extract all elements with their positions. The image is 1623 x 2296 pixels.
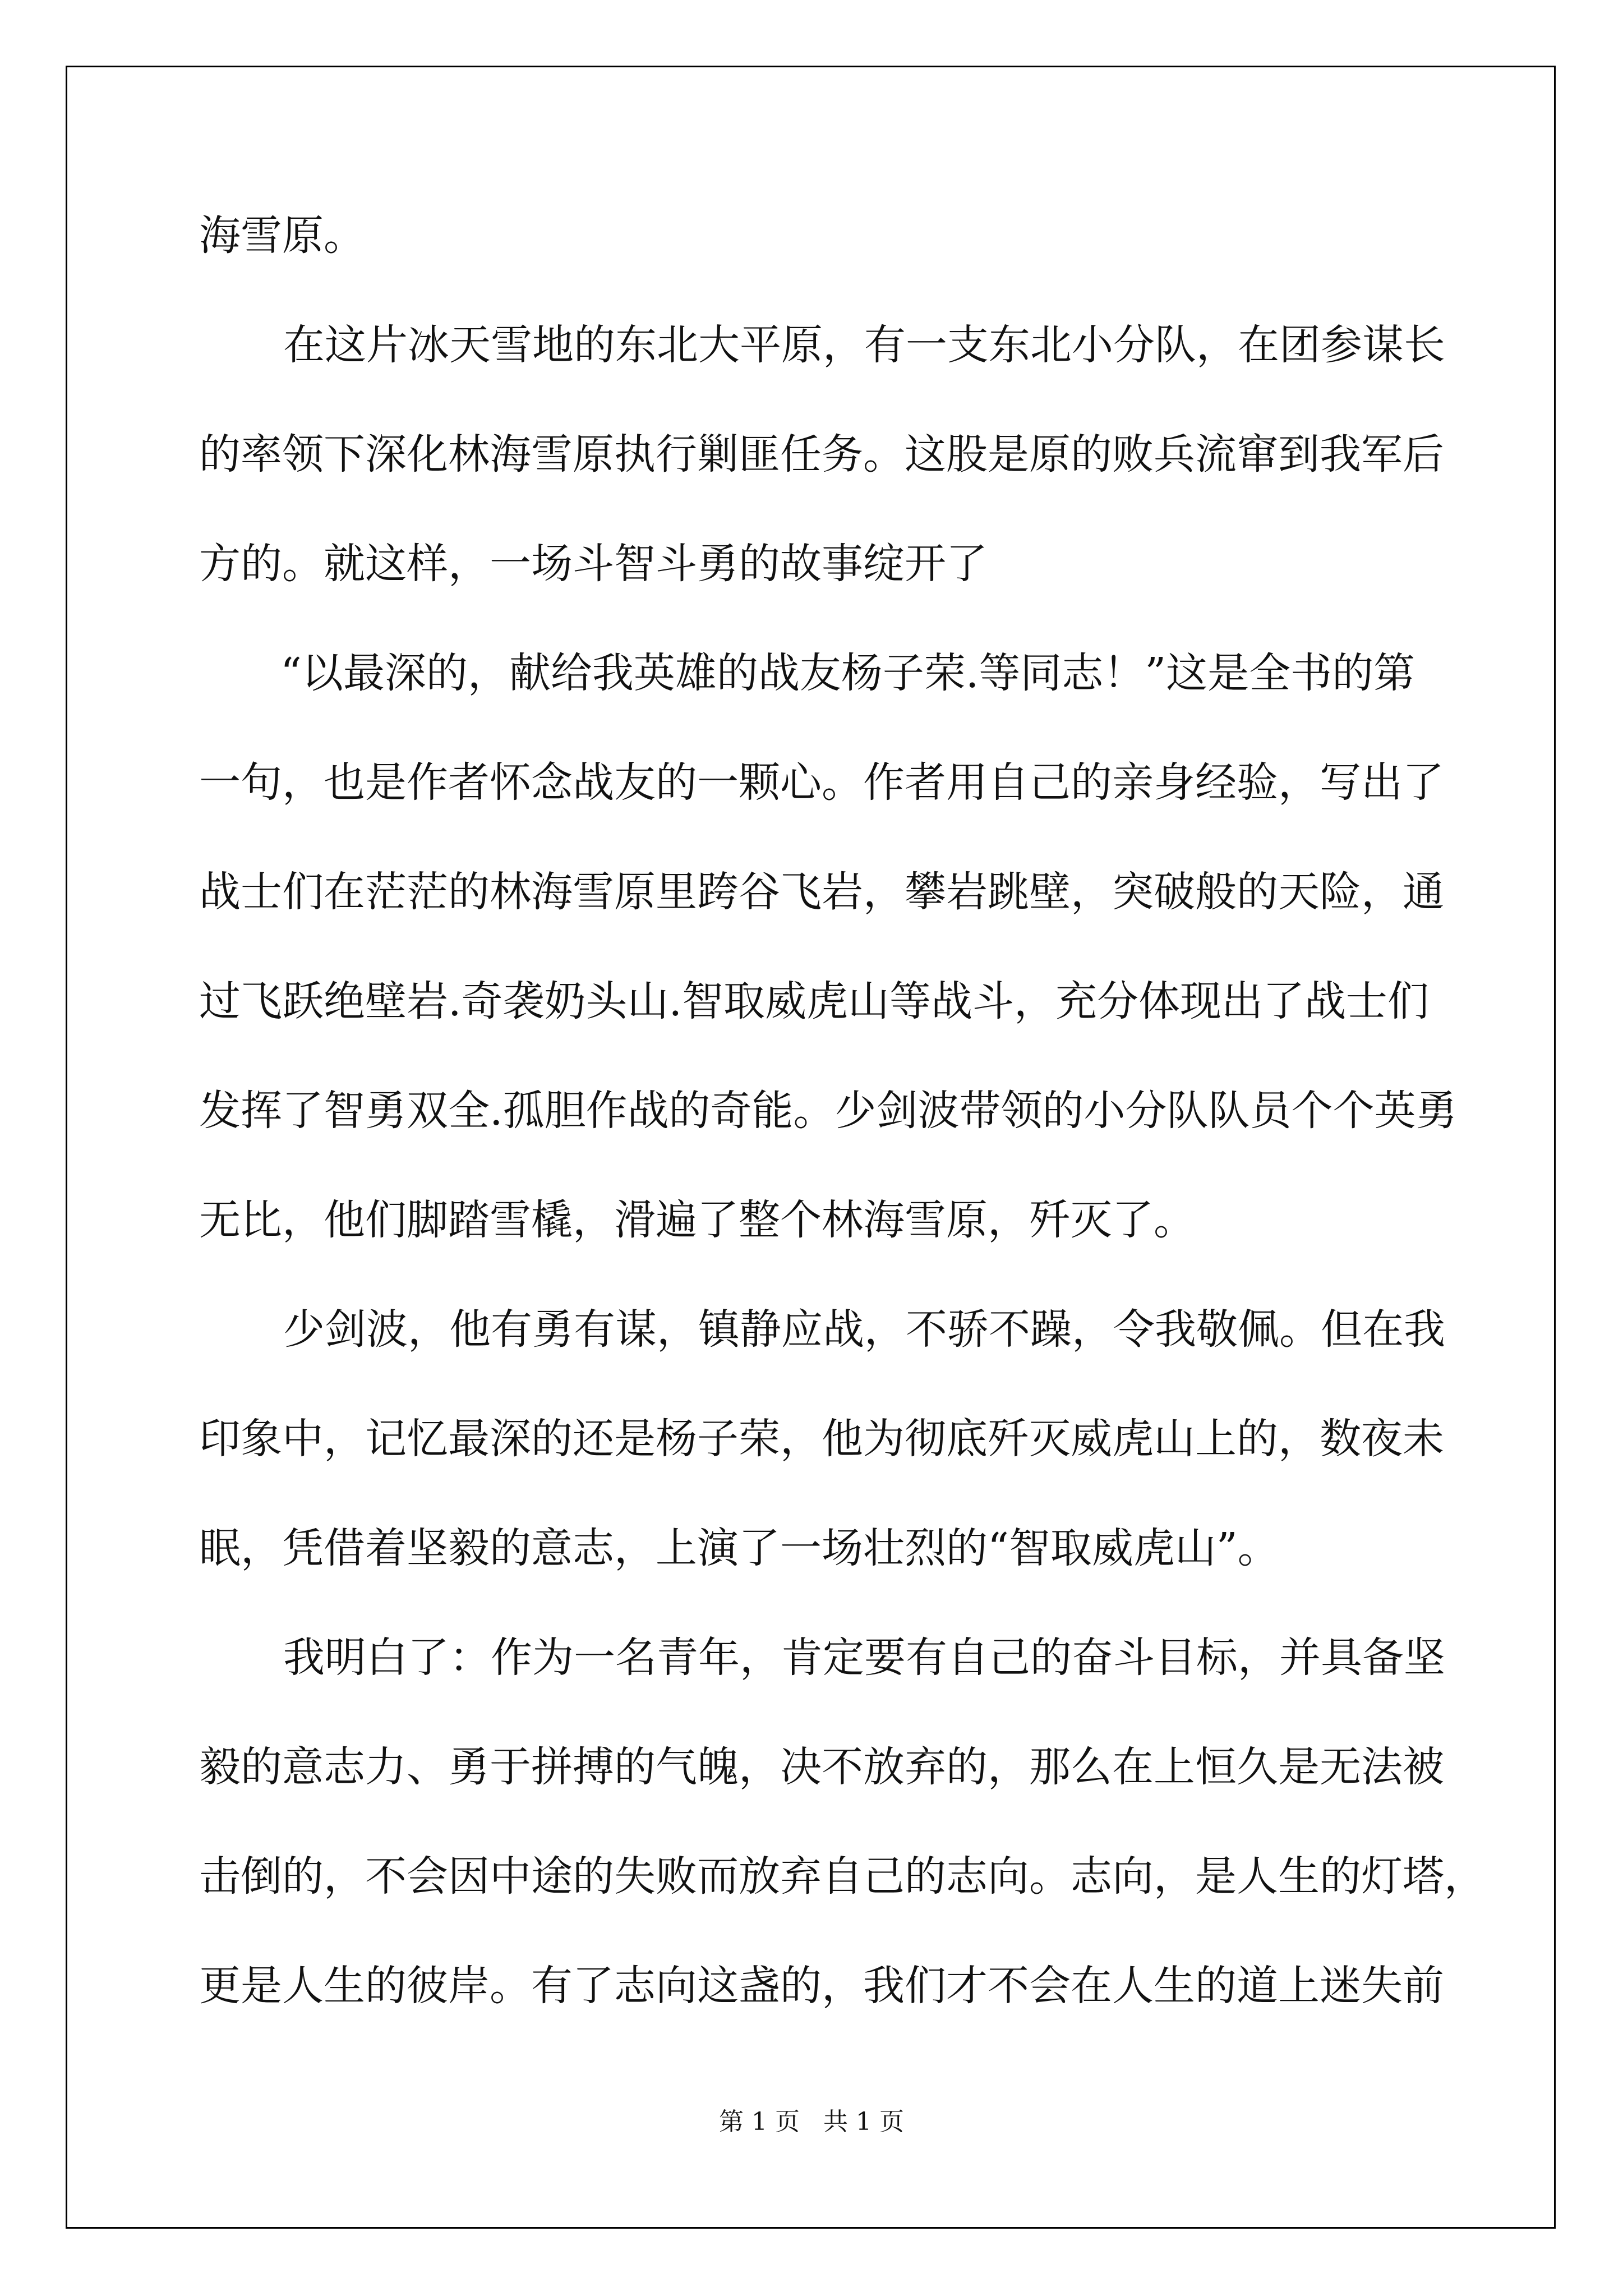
text-line: 印象中，记忆最深的还是杨子荣，他为彻底歼灭威虎山上的，数夜未 xyxy=(199,1415,1444,1463)
text-line: 发挥了智勇双全.孤胆作战的奇能。少剑波带领的小分队队员个个英勇 xyxy=(199,1087,1458,1135)
text-line: 眠，凭借着坚毅的意志，上演了一场壮烈的“智取威虎山”。 xyxy=(199,1524,1279,1572)
text-line: 一句，也是作者怀念战友的一颗心。作者用自己的亲身经验，写出了 xyxy=(199,758,1444,807)
text-line: “以最深的，献给我英雄的战友杨子荣.等同志！”这是全书的第 xyxy=(280,649,1415,697)
text-line: 更是人生的彼岸。有了志向这盏的，我们才不会在人生的道上迷失前 xyxy=(199,1962,1444,2010)
text-line: 少剑波，他有勇有谋，镇静应战，不骄不躁，令我敬佩。但在我 xyxy=(283,1305,1445,1354)
text-line: 我明白了：作为一名青年，肯定要有自己的奋斗目标，并具备坚 xyxy=(283,1634,1445,1682)
text-line: 无比，他们脚踏雪橇，滑遍了整个林海雪原，歼灭了。 xyxy=(199,1196,1195,1244)
text-line: 的率领下深化林海雪原执行剿匪任务。这股是原的败兵流窜到我军后 xyxy=(199,430,1444,478)
text-line: 方的。就这样，一场斗智斗勇的故事绽开了 xyxy=(199,540,988,588)
text-line: 过飞跃绝壁岩.奇袭奶头山.智取威虎山等战斗，充分体现出了战士们 xyxy=(199,977,1430,1025)
text-line: 在这片冰天雪地的东北大平原，有一支东北小分队，在团参谋长 xyxy=(283,321,1445,369)
text-line: 毅的意志力、勇于拼搏的气魄，决不放弃的，那么在上恒久是无法被 xyxy=(199,1743,1444,1791)
text-line: 战士们在茫茫的林海雪原里跨谷飞岩，攀岩跳壁，突破般的天险，通 xyxy=(199,868,1444,916)
page-number-footer: 第 1 页 共 1 页 xyxy=(719,2108,904,2136)
text-line: 海雪原。 xyxy=(199,211,365,260)
text-line: 击倒的，不会因中途的失败而放弃自己的志向。志向，是人生的灯塔， xyxy=(199,1852,1486,1901)
